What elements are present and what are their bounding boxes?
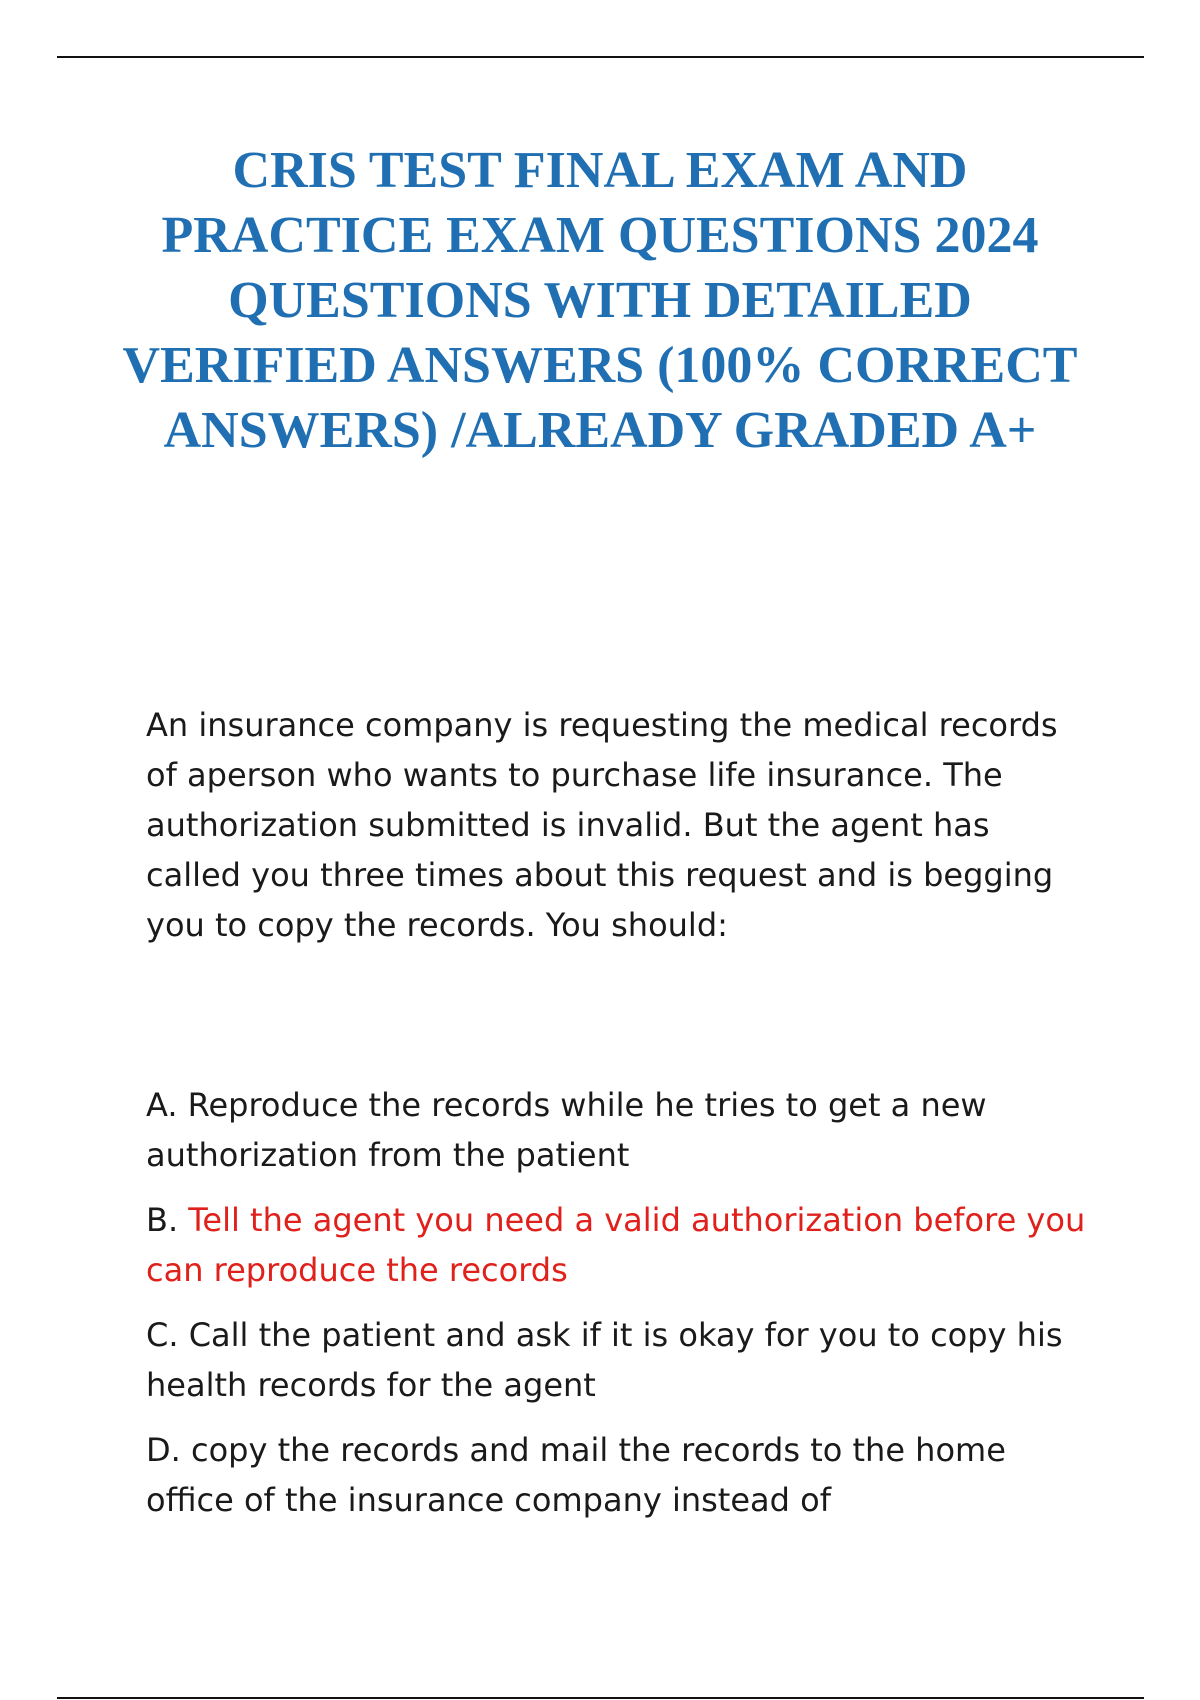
question-text: An insurance company is requesting the medical records of aperson who wants to purchase life insurance. The authorization submitted is invalid. But the agent has called you three times about this request and is begging you to copy the records. You should: [146, 706, 1058, 944]
option-d [146, 1425, 1086, 1525]
option-d-letter: D. [146, 1431, 181, 1469]
option-b-letter: B. [146, 1201, 179, 1239]
option-d-text: copy the records and mail the records to the home office of the insurance company instead of [146, 1431, 1006, 1519]
option-a [146, 1080, 1086, 1180]
option-c [146, 1310, 1086, 1410]
bottom-divider [57, 1697, 1144, 1699]
option-a-text: Reproduce the records while he tries to get a new authorization from the patient [146, 1086, 987, 1174]
answer-options [146, 1080, 1086, 1540]
top-divider [57, 56, 1144, 58]
option-c-text: Call the patient and ask if it is okay for you to copy his health records for the agent [146, 1316, 1063, 1404]
document-title: CRIS TEST FINAL EXAM AND PRACTICE EXAM QUESTIONS 2024 QUESTIONS WITH DETAILED VERIFIED ANSWERS (100% CORRECT ANSWERS) /ALREADY GRADED A+ [122, 142, 1078, 459]
option-b [146, 1195, 1086, 1295]
option-c-letter: C. [146, 1316, 179, 1354]
option-a-letter: A. [146, 1086, 178, 1124]
option-b-text-correct-answer: Tell the agent you need a valid authorization before you can reproduce the records [146, 1201, 1086, 1289]
